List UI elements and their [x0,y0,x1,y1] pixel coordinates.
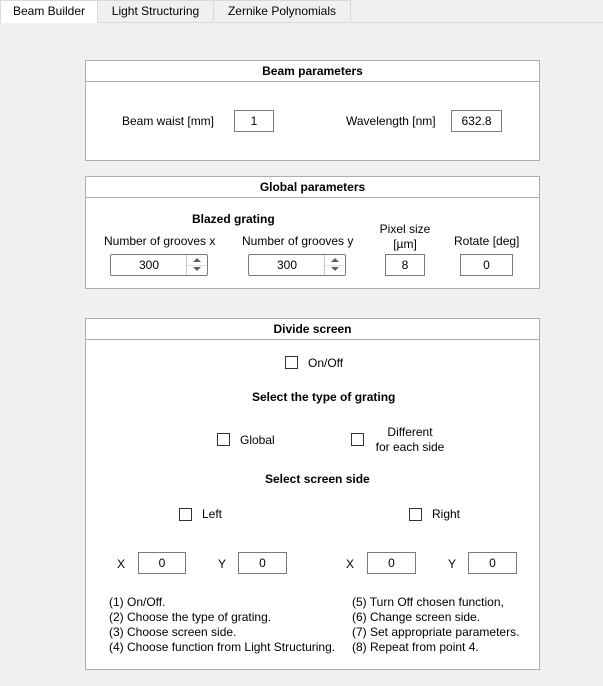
right-y-label: Y [448,557,457,571]
different-grating-checkbox[interactable] [351,433,364,446]
beam-parameters-title: Beam parameters [86,61,539,82]
grooves-y-value[interactable]: 300 [276,258,298,272]
tab-light-structuring[interactable]: Light Structuring [97,0,214,21]
right-side-checkbox[interactable] [409,508,422,521]
left-x-input[interactable] [138,552,186,574]
wavelength-label: Wavelength [nm] [346,114,436,128]
right-x-label: X [346,557,355,571]
instruction-2: (2) Choose the type of grating. [109,610,272,624]
grooves-x-spinner[interactable] [110,254,208,276]
global-grating-checkbox[interactable] [217,433,230,446]
instruction-6: (6) Change screen side. [352,610,481,624]
grooves-x-arrows [186,255,207,275]
different-grating-label-1: Different [387,425,433,439]
screen-side-heading: Select screen side [265,472,370,486]
left-x-label: X [117,557,126,571]
beam-waist-label: Beam waist [mm] [122,114,215,128]
grooves-y-spinner[interactable] [248,254,346,276]
divide-screen-title: Divide screen [86,319,539,340]
tab-zernike-polynomials[interactable]: Zernike Polynomials [213,0,351,21]
rotate-label: Rotate [deg] [454,234,520,248]
onoff-checkbox[interactable] [285,356,298,369]
instructions-right [352,595,519,655]
arrow-up-icon [331,258,339,262]
divide-screen-panel [85,318,540,670]
grooves-y-arrows [324,255,345,275]
blazed-grating-label: Blazed grating [192,212,275,226]
arrow-down-icon [331,267,339,271]
rotate-input[interactable] [460,254,513,276]
global-grating-label: Global [240,433,275,447]
grooves-x-label: Number of grooves x [104,234,216,248]
global-parameters-title: Global parameters [86,177,539,198]
instruction-8: (8) Repeat from point 4. [352,640,479,654]
pixel-size-label: Pixel size [379,222,431,236]
right-x-input[interactable] [367,552,416,574]
instructions-left [109,595,335,655]
instruction-5: (5) Turn Off chosen function, [352,595,504,609]
arrow-up-icon [193,258,201,262]
left-side-label: Left [202,507,223,521]
beam-waist-input[interactable] [234,110,274,132]
grooves-y-label: Number of grooves y [242,234,354,248]
different-grating-label-2: for each side [375,440,445,454]
grooves-x-value[interactable]: 300 [138,258,160,272]
instruction-7: (7) Set appropriate parameters. [352,625,520,639]
tab-bar [0,0,603,23]
left-y-label: Y [218,557,227,571]
global-parameters-panel [85,176,540,289]
arrow-down-icon [193,267,201,271]
instruction-3: (3) Choose screen side. [109,625,237,639]
right-side-label: Right [432,507,461,521]
left-side-checkbox[interactable] [179,508,192,521]
pixel-size-unit: [µm] [393,237,417,251]
tab-beam-builder[interactable]: Beam Builder [0,0,98,23]
instruction-4: (4) Choose function from Light Structuring. [109,640,336,654]
instruction-1: (1) On/Off. [109,595,166,609]
left-y-input[interactable] [238,552,287,574]
beam-parameters-panel [85,60,540,161]
wavelength-input[interactable] [451,110,502,132]
right-y-input[interactable] [468,552,517,574]
grating-type-heading: Select the type of grating [252,390,396,404]
grooves-y-decrement[interactable] [325,265,345,275]
onoff-label: On/Off [308,356,344,370]
grooves-x-decrement[interactable] [187,265,207,275]
pixel-size-input[interactable] [385,254,425,276]
